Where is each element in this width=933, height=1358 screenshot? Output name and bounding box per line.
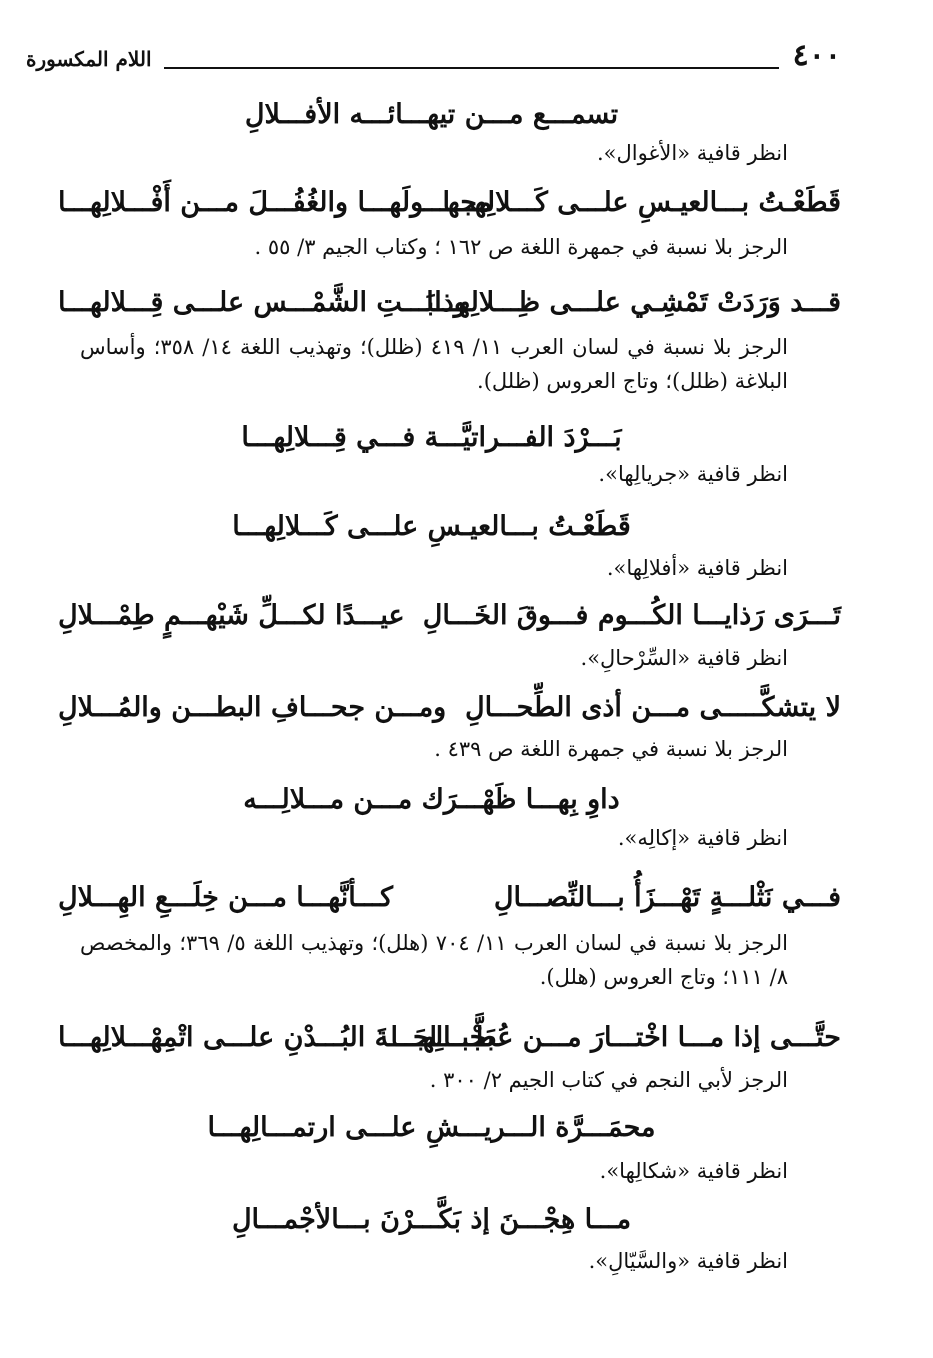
- verse-second-hemistich: بَجْبـــاجَـــةَ البُـــدْنِ علـــى اتْمِهْـــلالِهـــا: [58, 1022, 495, 1053]
- verse-second-hemistich: ومـــن جحـــافِ البطـــن والمُـــلالِ: [58, 692, 447, 723]
- reference-note: الرجز بلا نسبة في جمهرة اللغة ص ٤٣٩ .: [434, 737, 788, 761]
- verse-first-hemistich: قَطَعْـتُ بـــالعيـسِ علـــى كَـــلالِهـــا: [442, 187, 841, 218]
- reference-note: الرجز بلا نسبة في لسان العرب ١١/ ٤١٩ (ظلل)؛ وتهذيب اللغة ١٤/ ٣٥٨؛ وأساس البلاغة (ظلل)؛ وتاج العروس (ظلل).: [80, 335, 788, 393]
- reference-note: الرجز بلا نسبة في جمهرة اللغة ص ١٦٢ ؛ وكتاب الجيم ٣/ ٥٥ .: [254, 235, 788, 259]
- page-number: ٤٠٠: [792, 38, 841, 73]
- verse-line: مـــا هِجْـــنَ إذ بَكَّـــرْنَ بـــالأجْمـــالِ: [231, 1204, 632, 1235]
- verse-line: تسمـــع مـــن تيهـــائـــه الأفـــلالِ: [244, 99, 619, 130]
- reference-note: انظر قافية «جريالِها».: [598, 462, 788, 486]
- verse-line: قَطَعْـتُ بـــالعيـسِ علـــى كَـــلالِهـــا: [232, 511, 631, 542]
- verse-first-hemistich: قـــد وَرَدَتْ تَمْشِـي علـــى ظِـــلالِهـــا: [426, 287, 841, 318]
- verse-line: بَـــرْدَ الفـــراتيَّـــة فـــي قِـــلالِهـــا: [241, 422, 622, 453]
- page-header: [22, 36, 841, 76]
- reference-note: الرجز لأبي النجم في كتاب الجيم ٢/ ٣٠٠ .: [429, 1068, 788, 1092]
- reference-note: انظر قافية «السِّرْحالِ».: [580, 646, 788, 670]
- verse-second-hemistich: مجهـــولَهـــا والغُفُـــلَ مـــن أَفْـــلالِهـــا: [58, 187, 493, 218]
- verse-second-hemistich: كـــأنَّهـــا مـــن خِلَـــعِ الهِـــلالِ: [58, 882, 394, 913]
- running-title: اللام المكسورة: [26, 47, 152, 71]
- verse-line: داوِ بِهـــا ظَهْـــرَك مـــن مـــلالِـــه: [243, 784, 620, 815]
- verse-second-hemistich: عيـــدًا لكـــلِّ شَيْهـــمٍ طِمْـــلالِ: [58, 600, 405, 631]
- verse-first-hemistich: تَـــرَى رَذايـــا الكُـــوم فـــوقَ الخَـــالِ: [422, 600, 841, 631]
- reference-note: الرجز بلا نسبة في لسان العرب ١١/ ٧٠٤ (هلل)؛ وتهذيب اللغة ٥/ ٣٦٩؛ والمخصص ٨/ ١١١؛ وتاج العروس (هلل).: [80, 931, 788, 989]
- reference-note: انظر قافية «الأغوال».: [596, 141, 788, 165]
- reference-note: انظر قافية «والسَّيّالِ».: [588, 1249, 788, 1273]
- header-rule: [164, 67, 779, 69]
- verse-first-hemistich: حتَّـــى إذا مـــا اخْتـــارَ مـــن عُطَّـــالِهـــا: [390, 1022, 841, 1053]
- verse-first-hemistich: فـــي نَثْلـــةٍ تَهْـــزَأُ بـــالنِّصـــالِ: [493, 882, 841, 913]
- reference-note: انظر قافية «إكالِه».: [617, 826, 788, 850]
- reference-note: انظر قافية «أفلالِها».: [606, 556, 788, 580]
- reference-note: انظر قافية «شكالِها».: [599, 1159, 788, 1183]
- verse-second-hemistich: وذابَـــتِ الشَّمْـــس علـــى قِـــلالهـــا: [58, 287, 467, 318]
- verse-first-hemistich: لا يتشكَّـــــى مـــن أذى الطِّحـــالِ: [465, 692, 841, 723]
- verse-line: محمَـــرَّة الـــريـــشِ علـــى ارتمـــالِهـــا: [207, 1112, 656, 1143]
